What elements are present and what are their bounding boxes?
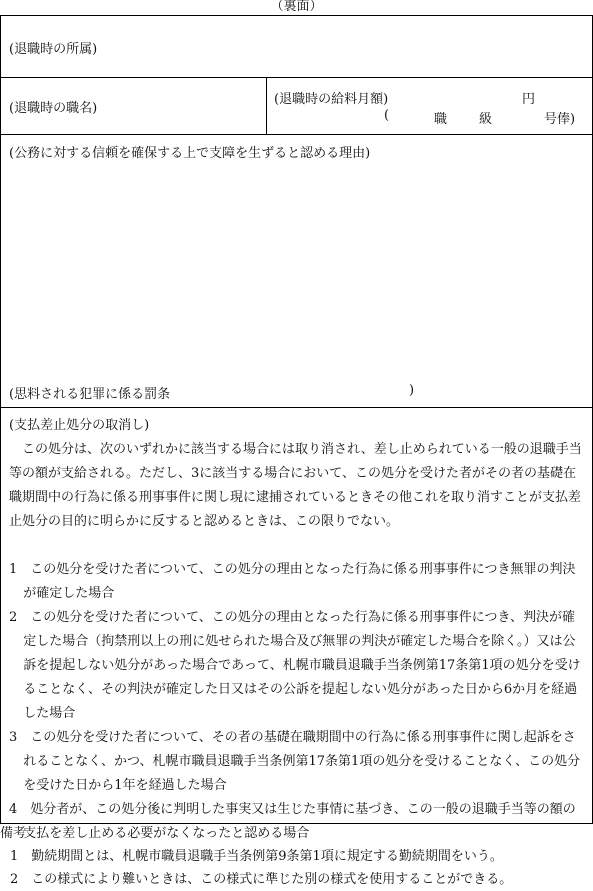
column-divider [266,78,267,134]
gohou-label: 号俸) [544,112,576,127]
retire-dept-row[interactable] [1,16,592,78]
penal-clause-close: ) [409,383,415,398]
reason-row[interactable] [1,135,592,408]
penal-clause-label: (思料される犯罪に係る罰条 [9,387,171,402]
salary-field[interactable] [274,88,589,126]
reason-label: (公務に対する信頼を確保する上で支障を生ずると認める理由) [9,146,371,161]
cancel-item-3: 3 この処分を受けた者について、その者の基礎在職期間中の行為に係る刑事事件に関し起訴をされることなく、かつ、札幌市職員退職手当条例第17条第1項の処分を受けることなく、この処分を受けた日から1年を経過した場合 [9,730,581,793]
notes-section [0,822,593,891]
retire-dept-label: (退職時の所属) [9,42,98,57]
cancel-item-4: 4 処分者が、この処分後に判明した事実又は生じた事情に基づき、この一般の退職手当等の額の支払を差し止める必要がなくなったと認める場合 [9,802,576,841]
page-side-header: （裏面） [270,0,323,14]
cancel-intro: この処分は、次のいずれかに該当する場合には取り消され、差し止められている一般の退職手当等の額が支給される。ただし、3に該当する場合において、この処分を受けた者がその者の基礎在職期間中の行為に係る刑事事件に関し現に逮捕されているときその他これを取り消すことが支払差止処分の目的に明らかに反すると認めるときは、この限りでない。 [9,442,582,529]
retire-position-label: (退職時の職名) [9,101,98,116]
salary-label: (退職時の給料月額) [274,92,389,107]
salary-open-paren: ( [384,108,390,123]
note-item-1: 1 勤続期間とは、札幌市職員退職手当条例第9条第1項に規定する勤続期間をいう。 [10,849,503,864]
cancel-item-1: 1 この処分を受けた者について、この処分の理由となった行為に係る刑事事件につき無罪の判決が確定した場合 [9,562,576,601]
kyu-label: 級 [479,112,493,127]
shoku-label: 職 [434,112,448,127]
cancel-item-2: 2 この処分を受けた者について、この処分の理由となった行為に係る刑事事件につき、判決が確定した場合（拘禁刑以上の刑に処せられた場合及び無罪の判決が確定した場合を除く。）又は公訴を提起しない処分があった場合であって、札幌市職員退職手当条例第17条第1項の処分を受けることなく、その判決が確定した日又はその公訴を提起しない処分があった日から6か月を経過した場合 [9,610,581,721]
notes-title: 備考 [0,826,27,841]
penal-clause-line [9,383,584,402]
note-item-2: 2 この様式により難いときは、この様式に準じた別の様式を使用することができる。 [10,872,513,887]
cancel-title: (支払差止処分の取消し) [9,418,150,433]
retire-position-row [1,78,592,135]
yen-unit: 円 [522,92,536,107]
